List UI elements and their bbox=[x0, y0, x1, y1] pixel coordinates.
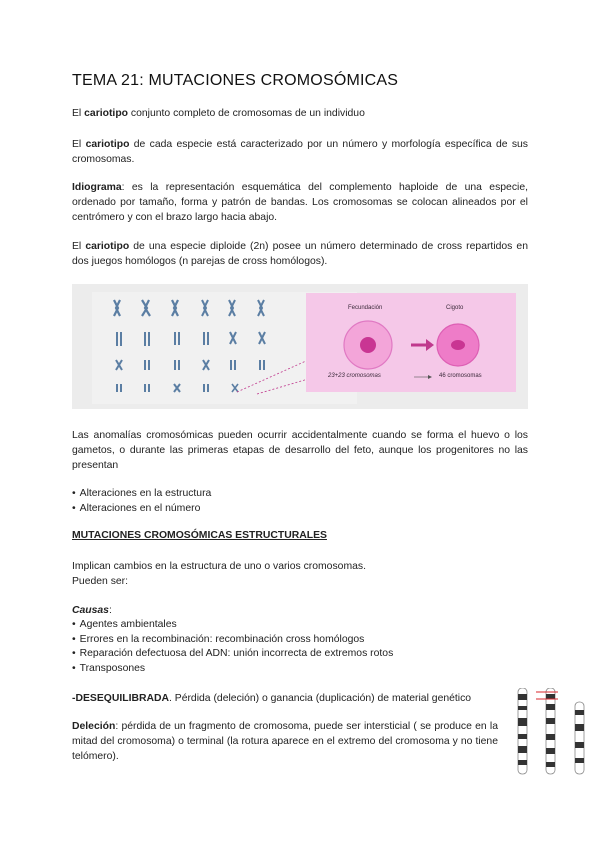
list-item: • Alteraciones en la estructura bbox=[72, 487, 528, 502]
chromosome-normal bbox=[518, 688, 527, 774]
egg-nucleus bbox=[360, 337, 376, 353]
list-item: • Reparación defectuosa del ADN: unión incorrecta de extremos rotos bbox=[72, 647, 528, 662]
chromosome-deleted bbox=[536, 688, 558, 774]
section-title: MUTACIONES CROMOSÓMICAS ESTRUCTURALES bbox=[72, 530, 327, 541]
label-cigoto: Cigoto bbox=[446, 305, 464, 311]
paragraph-cariotipo-especie: El cariotipo de cada especie está caracterizado por un número y morfología específica de sus cromosomas. bbox=[72, 139, 528, 165]
list-item: • Errores en la recombinación: recombinación cross homólogos bbox=[72, 633, 528, 648]
paragraph-delecion: Deleción: pérdida de un fragmento de cromosoma, puede ser intersticial ( se produce en la mitad del cromosoma) o terminal (la rotura aparece en el extremo del cromosoma y no tiene telómero). bbox=[72, 721, 498, 762]
paragraph-implican: Implican cambios en la estructura de uno o varios cromosomas. Pueden ser: bbox=[72, 561, 366, 587]
list-item: • Transposones bbox=[72, 662, 528, 677]
label-fecundacion: Fecundación bbox=[348, 305, 383, 311]
label-23-23: 23+23 cromosomas bbox=[328, 373, 381, 379]
term-desequilibrada: -DESEQUILIBRADA bbox=[72, 693, 169, 704]
fertilization-panel bbox=[306, 293, 516, 392]
zygote-nucleus bbox=[451, 340, 465, 350]
paragraph-diploide: El cariotipo de una especie diploide (2n) posee un número determinado de cross repartidos en dos juegos homólogos (n parejas de cross homólogos). bbox=[72, 241, 528, 267]
deletion-chromosome-illustration bbox=[514, 688, 594, 778]
list-item: • Alteraciones en el número bbox=[72, 502, 528, 517]
term-cariotipo: cariotipo bbox=[84, 108, 129, 119]
term-cariotipo: cariotipo bbox=[85, 139, 130, 150]
page-title: TEMA 21: MUTACIONES CROMOSÓMICAS bbox=[72, 72, 399, 89]
paragraph-desequilibrada: -DESEQUILIBRADA. Pérdida (deleción) o ganancia (duplicación) de material genético bbox=[72, 693, 472, 704]
paragraph-idiograma: Idiograma: es la representación esquemática del complemento haploide de una especie, ordenado por tamaño, forma y patrón de bandas. Los cromosomas se colocan alineados por el centrómero y con el brazo largo hacia abajo. bbox=[72, 182, 528, 223]
causas-label: Causas bbox=[72, 605, 109, 616]
label-46: 46 cromosomas bbox=[439, 373, 482, 379]
chromosome-result bbox=[575, 702, 584, 774]
alteration-list bbox=[72, 487, 528, 516]
list-item: • Agentes ambientales bbox=[72, 618, 528, 633]
term-delecion: Deleción bbox=[72, 721, 116, 732]
karyotype-fertilization-figure bbox=[72, 284, 528, 409]
paragraph-cariotipo-def: El cariotipo conjunto completo de cromosomas de un individuo bbox=[72, 108, 365, 119]
paragraph-anomalias: Las anomalías cromosómicas pueden ocurrir accidentalmente cuando se forma el huevo o los gametos, o durante las primeras etapas de desarrollo del feto, aunque los progenitores no las presentan bbox=[72, 430, 528, 471]
causas-heading: Causas: bbox=[72, 605, 112, 616]
causas-list bbox=[72, 618, 528, 676]
term-cariotipo: cariotipo bbox=[85, 241, 130, 252]
term-idiograma: Idiograma bbox=[72, 182, 122, 193]
